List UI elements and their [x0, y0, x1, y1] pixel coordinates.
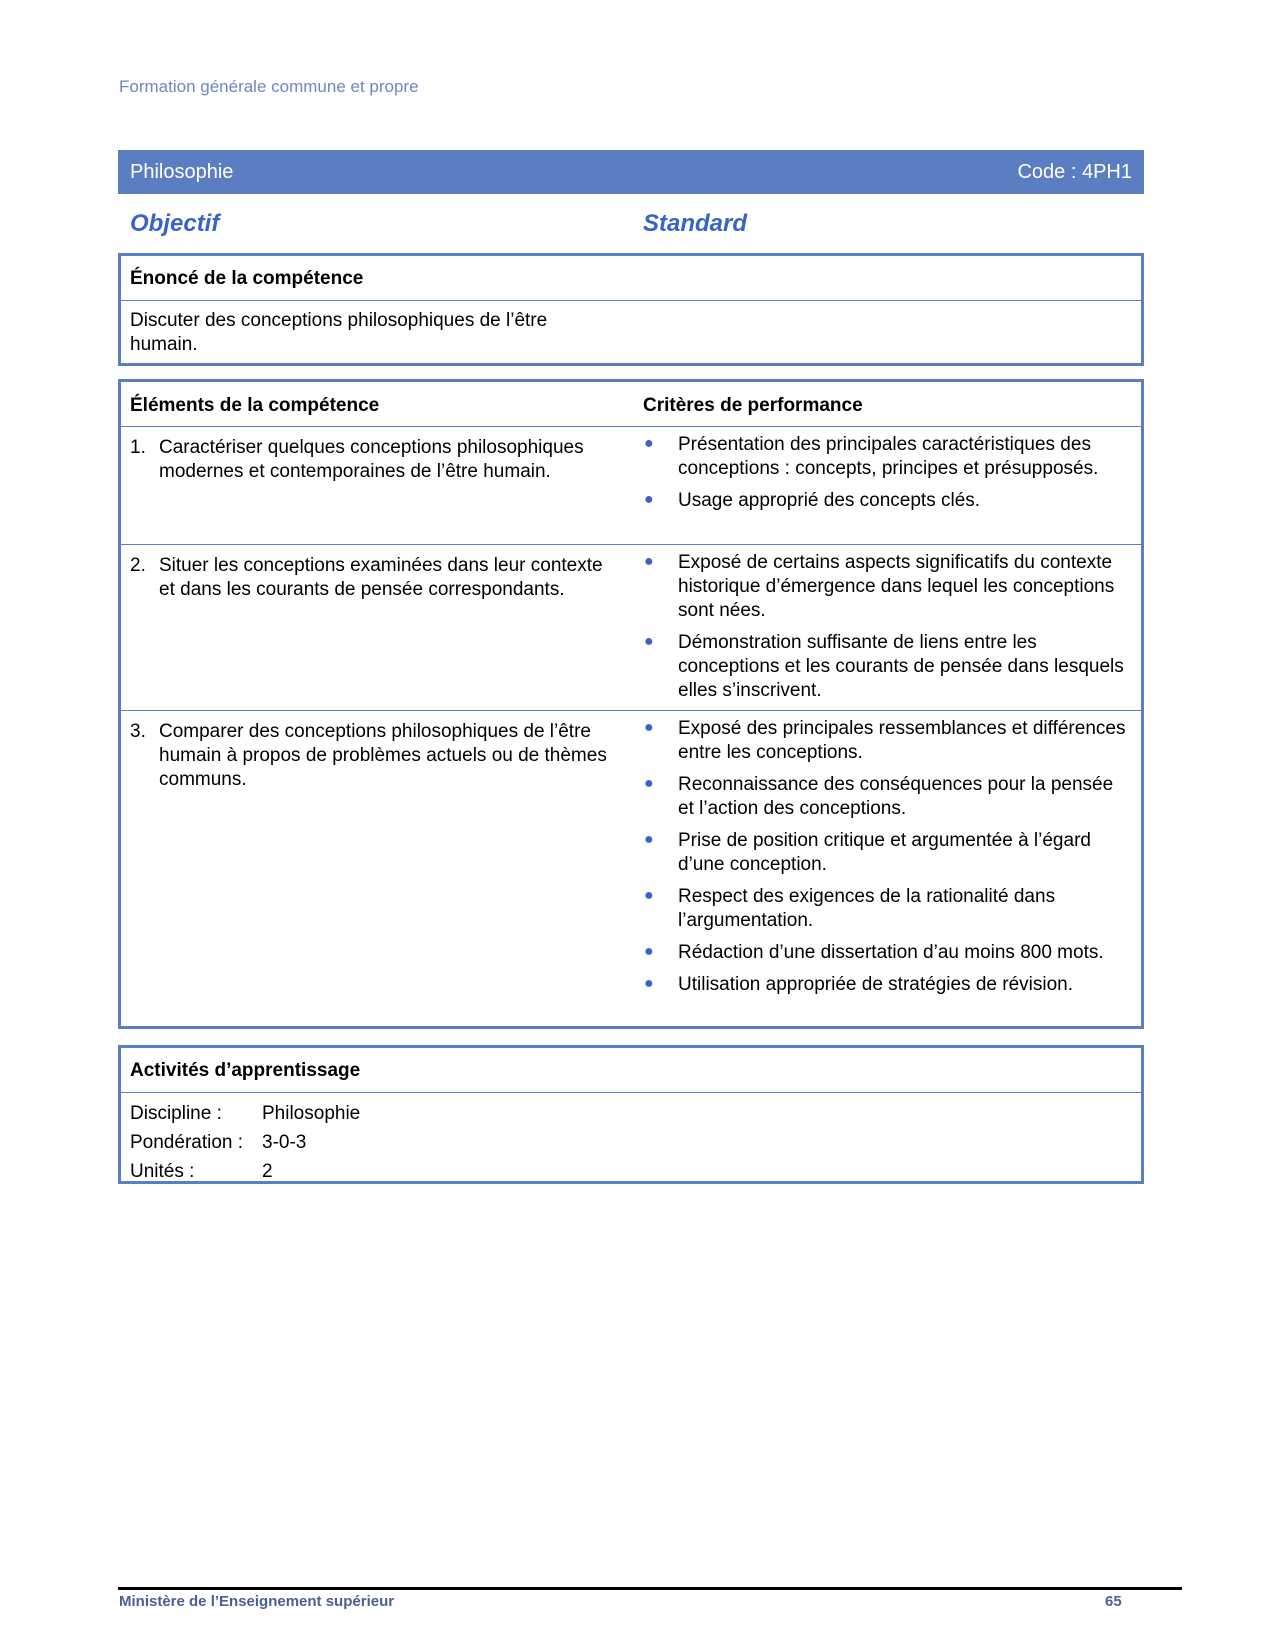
criteria-item	[643, 631, 1133, 703]
criteria-item	[643, 885, 1133, 933]
criteria-text: Respect des exigences de la rationalité dans l’argumentation.	[678, 886, 1056, 931]
elements-column-heading: Éléments de la compétence	[130, 395, 380, 416]
statement-text: Discuter des conceptions philosophiques de l’être humain.	[130, 310, 548, 355]
criteria-item	[643, 773, 1133, 821]
criteria-text: Exposé de certains aspects significatifs du contexte historique d’émergence dans lequel les conceptions sont nées.	[678, 552, 1115, 621]
criteria-item	[643, 941, 1133, 965]
discipline-value: Philosophie	[262, 1103, 361, 1124]
element-text: Comparer des conceptions philosophiques de l’être humain à propos de problèmes actuels ou de thèmes communs.	[159, 721, 607, 790]
units-label: Unités :	[130, 1161, 195, 1182]
bullet-icon: ●	[644, 553, 654, 570]
criteria-text: Utilisation appropriée de stratégies de révision.	[678, 974, 1073, 995]
criteria-text: Usage approprié des concepts clés.	[678, 490, 981, 511]
bullet-icon: ●	[644, 775, 654, 792]
statement-heading: Énoncé de la compétence	[121, 256, 1141, 301]
bullet-icon: ●	[644, 719, 654, 736]
units-row	[130, 1157, 1132, 1186]
bullet-icon: ●	[644, 887, 654, 904]
criteria-item	[643, 433, 1133, 481]
section-headings	[118, 210, 1144, 242]
table-row	[121, 427, 1141, 545]
objective-heading: Objectif	[130, 210, 220, 237]
table-row	[121, 711, 1141, 1024]
criteria-text: Rédaction d’une dissertation d’au moins 800 mots.	[678, 942, 1104, 963]
competency-statement-box	[118, 253, 1144, 366]
criteria-item	[643, 551, 1133, 623]
elements-table-header	[121, 382, 1141, 427]
competency-elements-table	[118, 379, 1144, 1029]
element-item	[130, 436, 610, 484]
criteria-text: Présentation des principales caractéristiques des conceptions : concepts, principes et présupposés.	[678, 434, 1099, 479]
element-number: 1.	[130, 437, 146, 458]
criteria-item	[643, 489, 1133, 513]
element-item	[130, 554, 610, 602]
criteria-list	[643, 717, 1133, 1005]
weighting-label: Pondération :	[130, 1132, 244, 1153]
bullet-icon: ●	[644, 435, 654, 452]
discipline-label: Discipline :	[130, 1103, 222, 1124]
criteria-item	[643, 973, 1133, 997]
element-item	[130, 720, 610, 792]
criteria-column-heading: Critères de performance	[643, 395, 863, 416]
course-title: Philosophie	[130, 160, 234, 183]
criteria-item	[643, 717, 1133, 765]
criteria-item	[643, 829, 1133, 877]
element-number: 2.	[130, 555, 146, 576]
discipline-row	[130, 1099, 1132, 1128]
footer-ministry: Ministère de l’Enseignement supérieur	[119, 1593, 395, 1610]
criteria-list	[643, 551, 1133, 711]
element-number: 3.	[130, 721, 146, 742]
weighting-row	[130, 1128, 1132, 1157]
bullet-icon: ●	[644, 943, 654, 960]
criteria-text: Exposé des principales ressemblances et différences entre les conceptions.	[678, 718, 1126, 763]
units-value: 2	[262, 1161, 273, 1182]
criteria-list	[643, 433, 1133, 521]
element-text: Caractériser quelques conceptions philosophiques modernes et contemporaines de l’être humain.	[159, 437, 584, 482]
weighting-value: 3-0-3	[262, 1132, 307, 1153]
learning-activities-box	[118, 1045, 1144, 1184]
criteria-text: Prise de position critique et argumentée à l’égard d’une conception.	[678, 830, 1091, 875]
footer-divider	[118, 1587, 1182, 1590]
table-row	[121, 545, 1141, 711]
criteria-text: Reconnaissance des conséquences pour la pensée et l’action des conceptions.	[678, 774, 1114, 819]
course-code: Code : 4PH1	[1017, 160, 1132, 183]
program-line: Formation générale commune et propre	[119, 77, 419, 96]
element-text: Situer les conceptions examinées dans leur contexte et dans les courants de pensée correspondants.	[159, 555, 603, 600]
page-number: 65	[1105, 1593, 1122, 1610]
bullet-icon: ●	[644, 491, 654, 508]
bullet-icon: ●	[644, 831, 654, 848]
bullet-icon: ●	[644, 633, 654, 650]
course-title-bar	[118, 150, 1144, 194]
standard-heading: Standard	[643, 210, 748, 237]
activities-heading: Activités d’apprentissage	[121, 1048, 1141, 1093]
bullet-icon: ●	[644, 975, 654, 992]
activities-details	[121, 1093, 1141, 1186]
criteria-text: Démonstration suffisante de liens entre les conceptions et les courants de pensée dans lesquels elles s’inscrivent.	[678, 632, 1124, 701]
